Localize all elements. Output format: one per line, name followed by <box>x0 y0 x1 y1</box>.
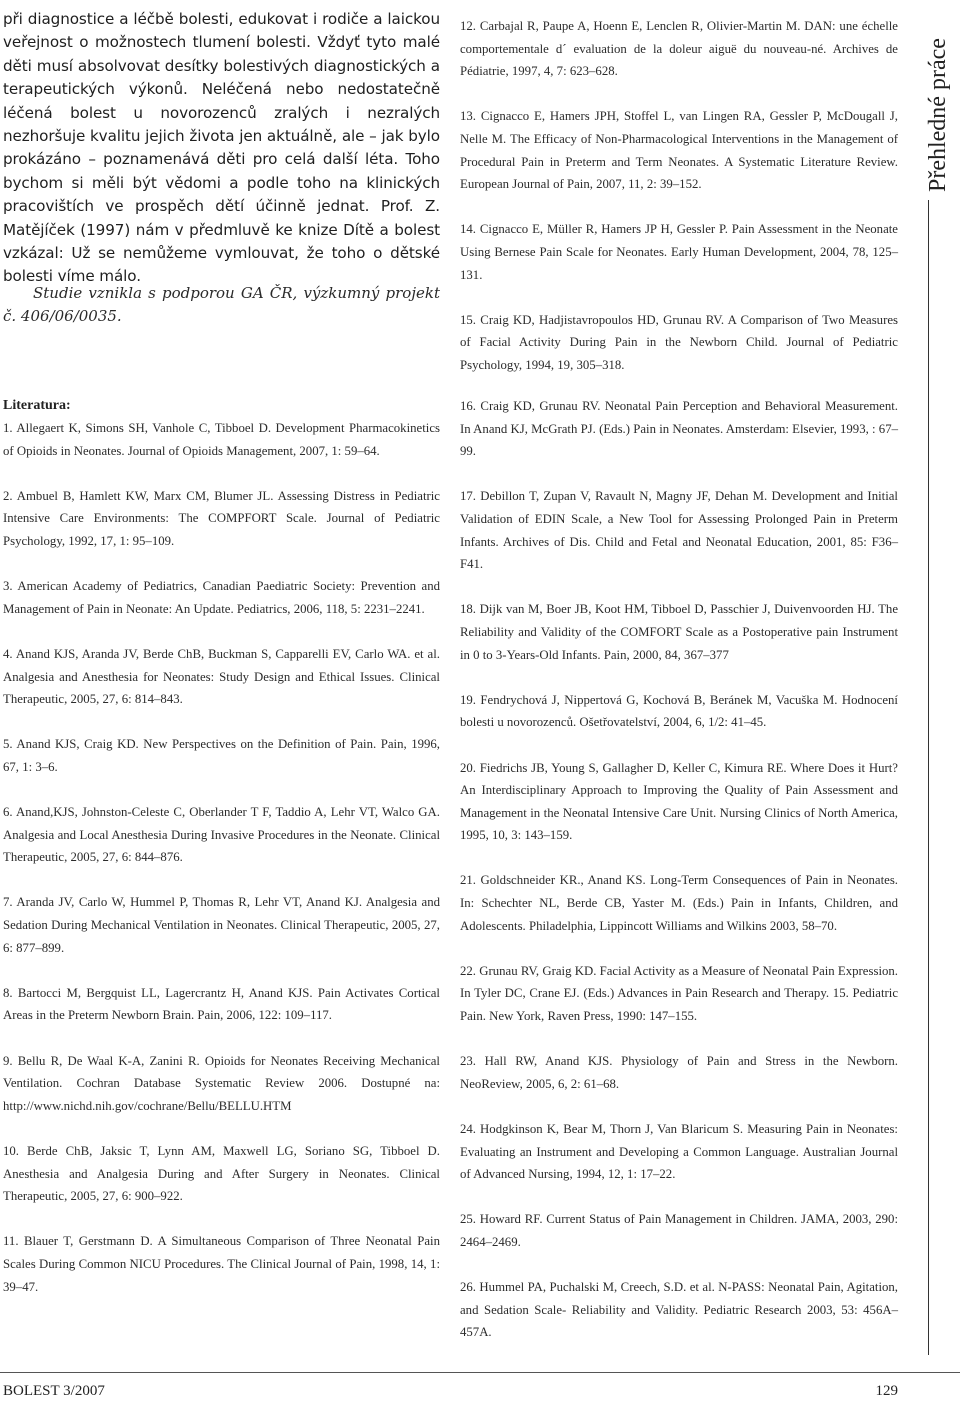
reference-list-left <box>3 417 440 1321</box>
reference-item: 22. Grunau RV, Graig KD. Facial Activity as a Measure of Neonatal Pain Expression. In Tyler DC, Crane EJ. (Eds.) Advances in Pain Research and Therapy. 15. Pediatric Pain. New York, Raven Press, 1990: 147–155. <box>460 963 898 1024</box>
reference-item: 13. Cignacco E, Hamers JPH, Stoffel L, van Lingen RA, Gessler P, McDougall J, Nelle M. The Efficacy of Non-Pharmacological Interventions in the Management of Procedural Pain in Preterm and Term Neonates. A Systematic Literature Review. European Journal of Pain, 2007, 11, 2: 39–152. <box>460 109 898 192</box>
reference-item: 14. Cignacco E, Müller R, Hamers JP H, Gessler P. Pain Assessment in the Neonate Using Bernese Pain Scale for Neonates. Early Human Development, 2004, 78, 125–131. <box>460 222 898 282</box>
reference-item: 6. Anand,KJS, Johnston-Celeste C, Oberlander T F, Taddio A, Lehr VT, Walco GA. Analgesia and Local Anesthesia During Invasive Procedures in the Neonate. Clinical Therapeutic, 2005, 27, 6: 844–876. <box>3 805 440 865</box>
reference-item: 9. Bellu R, De Waal K-A, Zanini R. Opioids for Neonates Receiving Mechanical Ventilation. Cochran Database Systematic Review 2006. Dostupné na: http://www.nichd.nih.gov/cochrane/Bellu/BELLU.HTM <box>3 1053 440 1113</box>
intro-paragraph: při diagnostice a léčbě bolesti, edukovat i rodiče a laickou veřejnost o možnostech tlumení bolesti. Vždyť tyto malé děti musí absolvovat desítky bolestivých diagnostických a terapeutických výkonů. Neléčená nebo nedostatečně léčená bolest u novorozenců zralých i nezralých nezhoršuje kvalitu jejich života jen aktuálně, ale – jak bylo prokázáno – poznamenává děti pro celá další léta. Toho bychom si měli být vědomi a podle toho na klinických pracovištích ve prospěch dětí účinně jednat. Prof. Z. Matějíček (1997) nám v předmluvě ke knize Dítě a bolest vzkázal: Už se nemůžeme vymlouvat, že toho o dětské bolesti víme málo. <box>3 10 440 286</box>
page-number: 129 <box>875 1383 898 1399</box>
reference-item: 20. Fiedrichs JB, Young S, Gallagher D, Keller C, Kimura RE. Where Does it Hurt? An Interdisciplinary Approach to Improving the Quality of Pain Assessment and Management in the Neonatal Intensive Care Unit. Nursing Clinics of North America, 1995, 10, 3: 143–159. <box>460 760 898 843</box>
footer-divider <box>0 1372 960 1373</box>
reference-item: 21. Goldschneider KR., Anand KS. Long-Term Consequences of Pain in Neonates. In: Schechter NL, Berde CB, Yaster M. (Eds.) Pain in Infants, Children, and Adolescents. Philadelphia, Lippincott Williams and Wilkins 2003, 58–70. <box>460 873 898 933</box>
reference-item: 2. Ambuel B, Hamlett KW, Marx CM, Blumer JL. Assessing Distress in Pediatric Intensive Care Environments: The COMPFORT Scale. Journal of Pediatric Psychology, 1992, 17, 1: 95–109. <box>3 488 440 548</box>
reference-item: 24. Hodgkinson K, Bear M, Thorn J, Van Blaricum S. Measuring Pain in Neonates: Evaluating an Instrument and Developing a Common Language. Australian Journal of Advanced Nursing, 1994, 12, 1: 17–22. <box>460 1122 898 1182</box>
reference-item: 15. Craig KD, Hadjistavropoulos HD, Grunau RV. A Comparison of Two Measures of Facial Activity During Pain in the Newborn Child. Journal of Pediatric Psychology, 1994, 19, 305–318. <box>460 312 898 372</box>
reference-item: 3. American Academy of Pediatrics, Canadian Paediatric Society: Prevention and Management of Pain in Neonate: An Update. Pediatrics, 2006, 118, 5: 2231–2241. <box>3 579 440 616</box>
reference-item: 18. Dijk van M, Boer JB, Koot HM, Tibboel D, Passchier J, Duivenvoorden HJ. The Reliability and Validity of the COMFORT Scale as a Postoperative pain Instrument in 0 to 3-Years-Old Infants. Pain, 2000, 84, 367–377 <box>460 602 898 662</box>
reference-item: 8. Bartocci M, Bergquist LL, Lagercrantz H, Anand KJS. Pain Activates Cortical Areas in the Preterm Newborn Brain. Pain, 2006, 122: 109–117. <box>3 985 440 1023</box>
reference-item: 5. Anand KJS, Craig KD. New Perspectives on the Definition of Pain. Pain, 1996, 67, 1: 3–6. <box>3 737 440 774</box>
vertical-divider <box>928 200 929 1355</box>
reference-item: 4. Anand KJS, Aranda JV, Berde ChB, Buckman S, Capparelli EV, Carlo WA. et al. Analgesia and Anesthesia for Neonates: Study Design and Ethical Issues. Clinical Therapeutic, 2005, 27, 6: 814–843. <box>3 646 440 707</box>
reference-list-right-top <box>460 15 898 399</box>
section-label-text: Přehledné práce <box>925 38 951 192</box>
reference-item: 12. Carbajal R, Paupe A, Hoenn E, Lenclen R, Olivier-Martin M. DAN: une échelle comportementale d´ evaluation de la doleur aiguë du nouveau-né. Archives de Pédiatrie, 1997, 4, 7: 623–628. <box>460 19 898 79</box>
reference-item: 25. Howard RF. Current Status of Pain Management in Children. JAMA, 2003, 290: 2464–2469. <box>460 1212 898 1249</box>
journal-issue: BOLEST 3/2007 <box>3 1383 105 1399</box>
section-label <box>920 2 960 202</box>
reference-item: 7. Aranda JV, Carlo W, Hummel P, Thomas R, Lehr VT, Anand KJ. Analgesia and Sedation During Mechanical Ventilation in Neonates. Clinical Therapeutic, 2005, 27, 6: 877–899. <box>3 895 440 955</box>
reference-item: 11. Blauer T, Gerstmann D. A Simultaneous Comparison of Three Neonatal Pain Scales During Common NICU Procedures. The Clinical Journal of Pain, 1998, 14, 1: 39–47. <box>3 1234 440 1294</box>
reference-item: 17. Debillon T, Zupan V, Ravault N, Magny JF, Dehan M. Development and Initial Validation of EDIN Scale, a New Tool for Assessing Prolonged Pain in Preterm Infants. Archives of Dis. Child and Fetal and Neonatal Education, 2001, 85: F36–F41. <box>460 489 898 572</box>
reference-item: 1. Allegaert K, Simons SH, Vanhole C, Tibboel D. Development Pharmacokinetics of Opioids in Neonates. Journal of Opioids Management, 2007, 1: 59–64. <box>3 421 440 458</box>
reference-item: 10. Berde ChB, Jaksic T, Lynn AM, Maxwell LG, Soriano SG, Tibboel D. Anesthesia and Analgesia During and After Surgery in Neonates. Clinical Therapeutic, 2005, 27, 6: 900–922. <box>3 1144 440 1204</box>
reference-item: 19. Fendrychová J, Nippertová G, Kochová B, Beránek M, Vacuška M. Hodnocení bolesti u novorozenců. Ošetřovatelství, 2004, 6, 1/2: 41–45. <box>460 692 898 730</box>
literature-heading: Literatura: <box>3 398 71 413</box>
reference-item: 16. Craig KD, Grunau RV. Neonatal Pain Perception and Behavioral Measurement. In Anand KJ, McGrath PJ. (Eds.) Pain in Neonates. Amsterdam: Elsevier, 1993, : 67–99. <box>460 399 898 459</box>
reference-item: 26. Hummel PA, Puchalski M, Creech, S.D. et al. N-PASS: Neonatal Pain, Agitation, and Sedation Scale- Reliability and Validity. Pediatric Research 2003, 53: 456A–457A. <box>460 1280 898 1340</box>
reference-list-right-bottom <box>460 395 898 1367</box>
reference-item: 23. Hall RW, Anand KJS. Physiology of Pain and Stress in the Newborn. NeoReview, 2005, 6, 2: 61–68. <box>460 1054 898 1091</box>
funding-note: Studie vznikla s podporou GA ČR, výzkumný projekt č. 406/06/0035. <box>3 284 440 326</box>
